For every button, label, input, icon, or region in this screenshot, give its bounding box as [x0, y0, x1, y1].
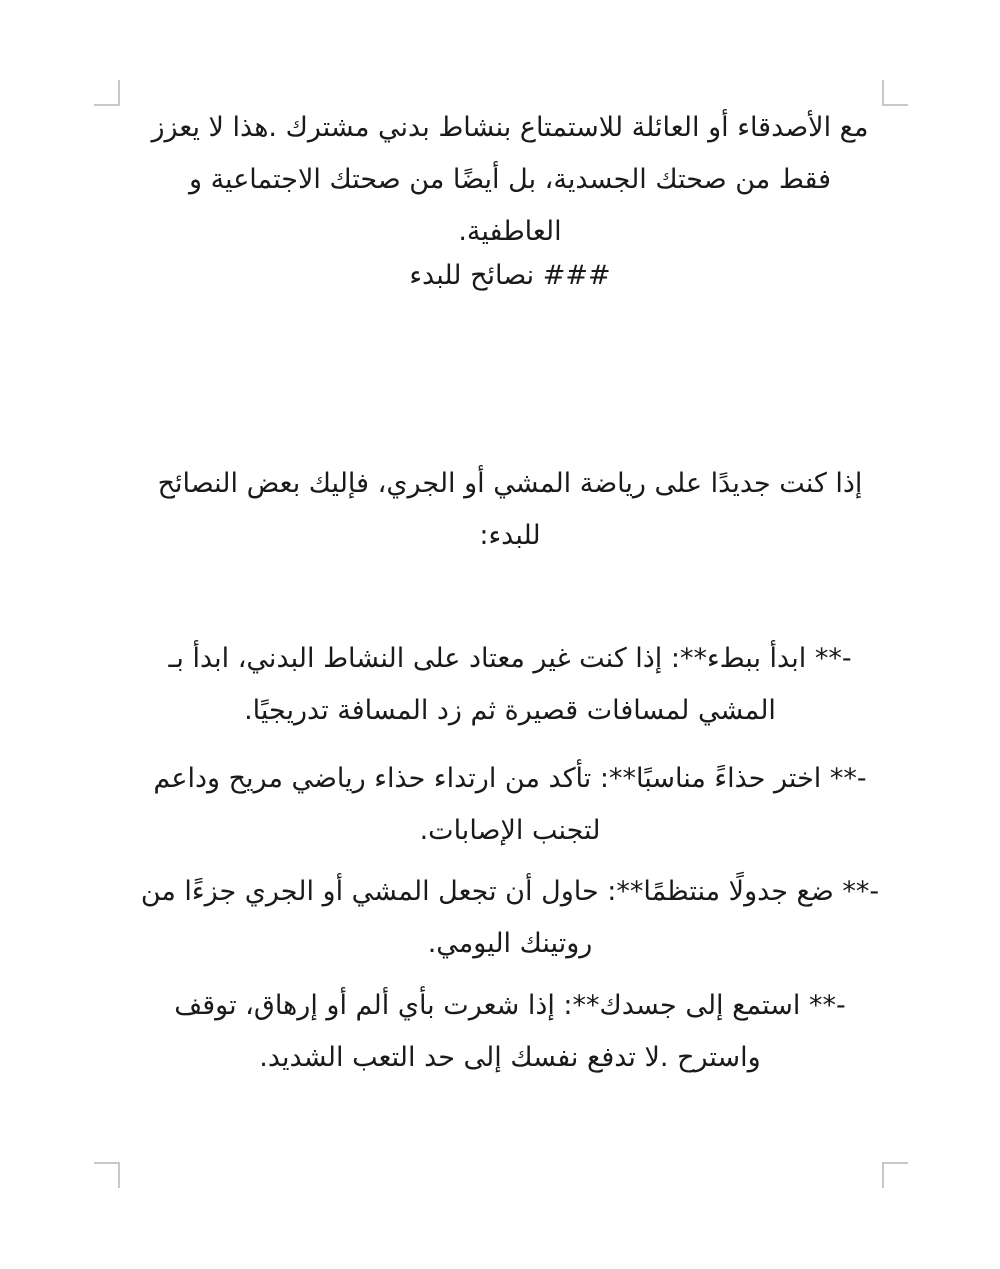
intro-paragraph: مع الأصدقاء أو العائلة للاستمتاع بنشاط بدني مشترك .هذا لا يعزز فقط من صحتك الجسدية، بل أيضًا من صحتك الاجتماعية و العاطفية.	[151, 112, 869, 247]
tip-item: -** اختر حذاءً مناسبًا**: تأكد من ارتداء حذاء رياضي مريح وداعم لتجنب الإصابات.	[153, 763, 867, 846]
crop-mark-bottom-right	[882, 1162, 908, 1188]
crop-mark-bottom-left	[94, 1162, 120, 1188]
crop-mark-top-right	[882, 80, 908, 106]
section-heading: ### نصائح للبدء	[409, 260, 611, 291]
tip-item: -** ابدأ ببطء**: إذا كنت غير معتاد على النشاط البدني، ابدأ بـ المشي لمسافات قصيرة ثم زد المسافة تدريجيًا.	[168, 643, 852, 726]
tip-item: -** ضع جدولًا منتظمًا**: حاول أن تجعل المشي أو الجري جزءًا من روتينك اليومي.	[140, 876, 880, 959]
crop-mark-top-left	[94, 80, 120, 106]
lead-paragraph: إذا كنت جديدًا على رياضة المشي أو الجري، فإليك بعض النصائح للبدء:	[157, 468, 863, 551]
tip-item: -** استمع إلى جسدك**: إذا شعرت بأي ألم أو إرهاق، توقف واسترح .لا تدفع نفسك إلى حد التعب الشديد.	[174, 990, 846, 1073]
